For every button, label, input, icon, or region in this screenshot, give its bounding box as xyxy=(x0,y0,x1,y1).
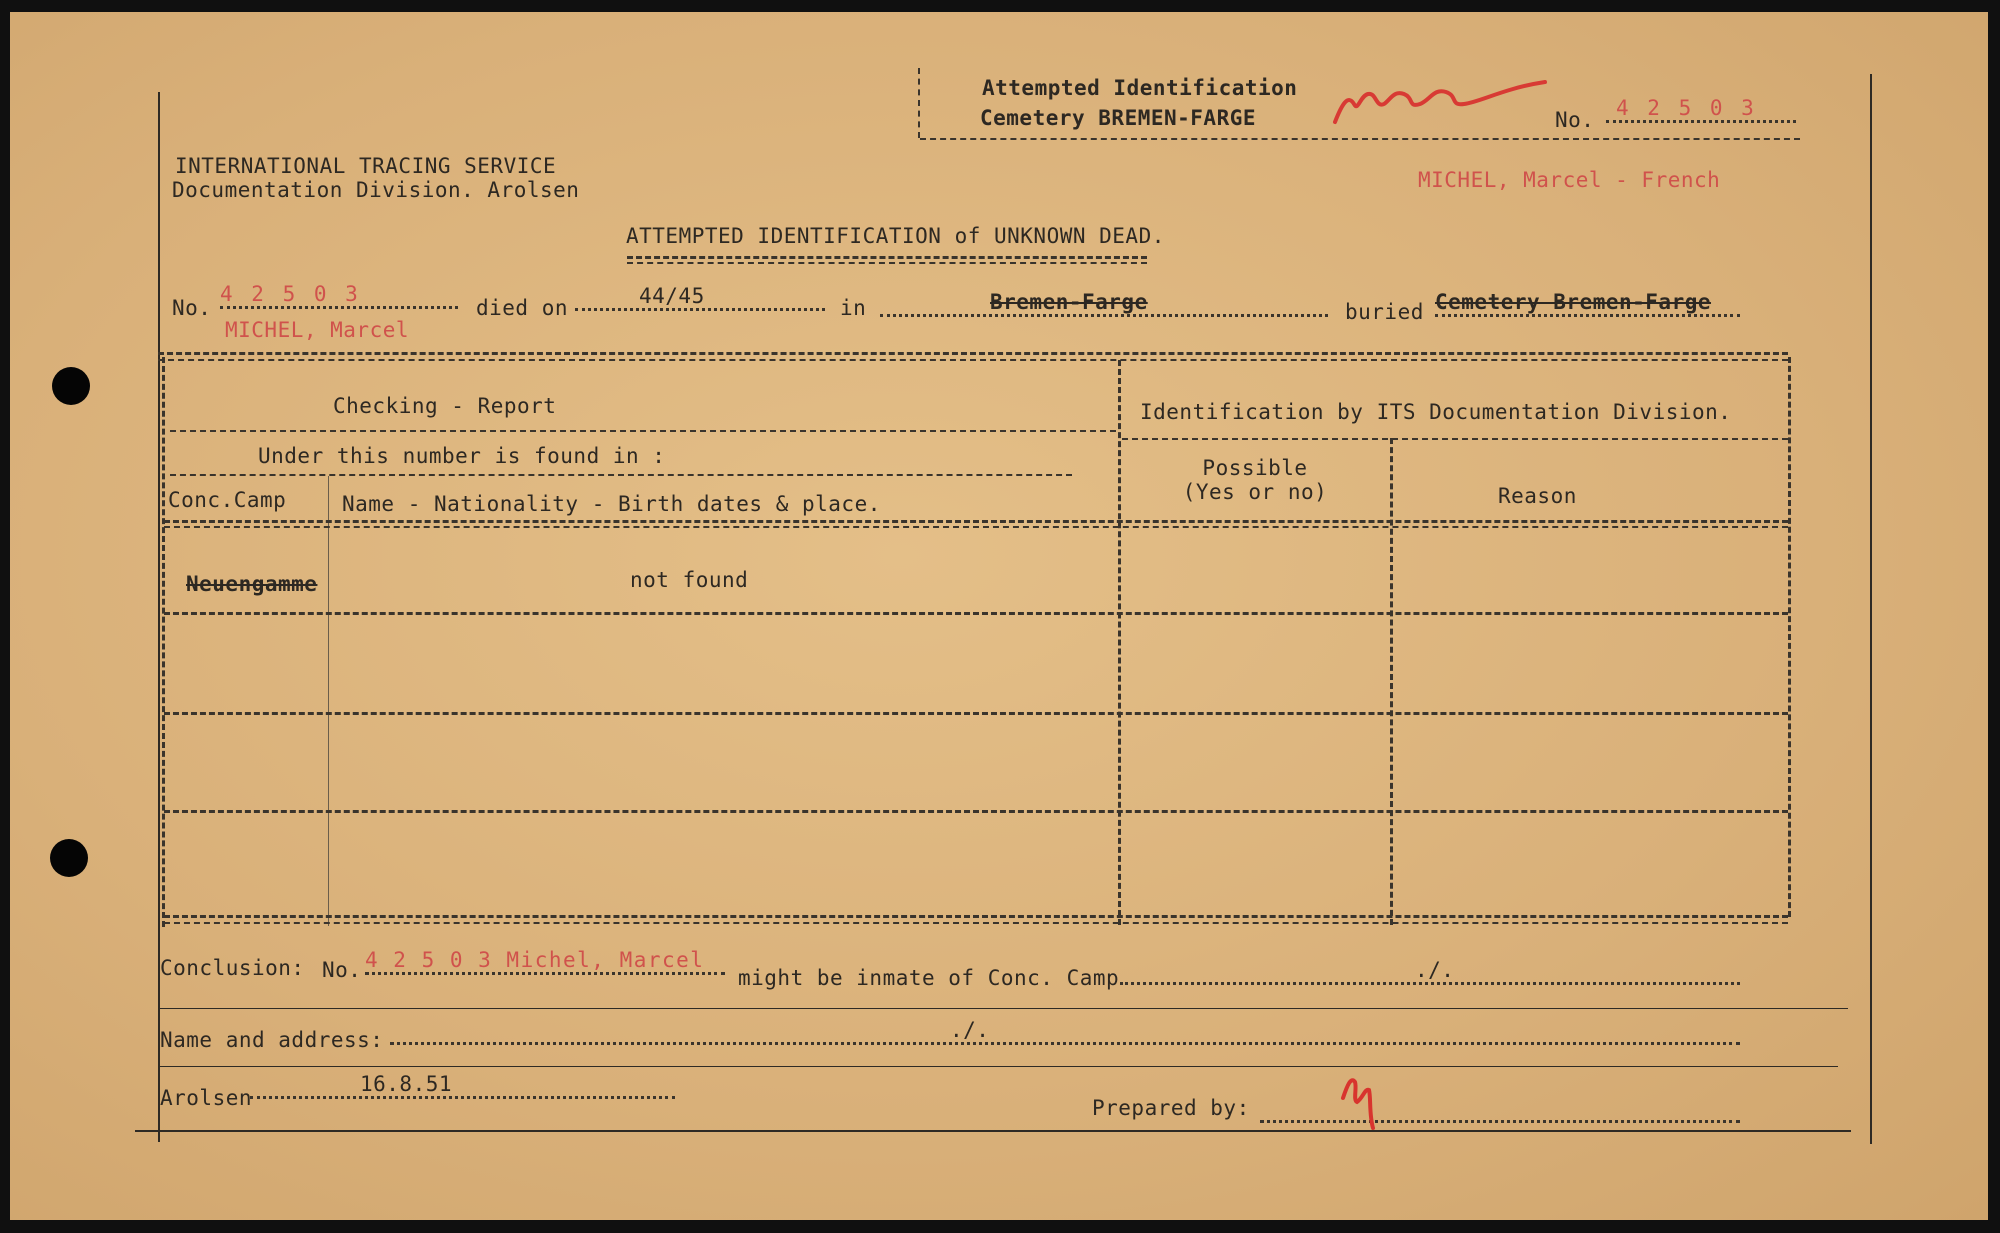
punch-hole-top xyxy=(52,367,90,405)
prepared-by-label: Prepared by: xyxy=(1092,1096,1250,1120)
row-separator-3 xyxy=(164,810,1788,813)
identification-header-underline xyxy=(1122,438,1788,440)
org-line1: INTERNATIONAL TRACING SERVICE xyxy=(175,154,557,178)
col-header-possible: Possible (Yes or no) xyxy=(1182,456,1328,504)
died-on-value: 44/45 xyxy=(575,284,825,311)
table-top-border xyxy=(158,352,1788,355)
table-left-border xyxy=(162,357,165,927)
under-number-underline xyxy=(170,474,1072,476)
footer-date-value: 16.8.51 xyxy=(250,1072,675,1099)
table-bottom-border-2 xyxy=(164,922,1788,924)
died-on-label: died on xyxy=(476,296,569,320)
header-box-bottom-border xyxy=(920,138,1800,140)
in-label: in xyxy=(840,296,867,320)
table-middle-divider xyxy=(1118,360,1121,925)
conclusion-no-value: 4 2 5 0 3 Michel, Marcel xyxy=(365,948,725,975)
checking-header-underline xyxy=(170,430,1116,432)
col-header-reason: Reason xyxy=(1498,484,1577,508)
row-separator-2 xyxy=(164,712,1788,715)
name-address-label: Name and address: xyxy=(160,1028,384,1052)
page-title: ATTEMPTED IDENTIFICATION of UNKNOWN DEAD. xyxy=(626,224,1165,248)
buried-label: buried xyxy=(1345,300,1424,324)
frame-bottom-border xyxy=(135,1130,1851,1132)
buried-value: Cemetery Bremen-Farge xyxy=(1435,290,1740,317)
col-header-camp: Conc.Camp xyxy=(168,488,287,512)
row-separator-1 xyxy=(164,612,1788,615)
conclusion-rule xyxy=(158,1008,1848,1009)
conclusion-might-be: might be inmate of Conc. Camp xyxy=(738,966,1120,990)
header-box-line1: Attempted Identification xyxy=(982,76,1298,100)
table-possible-reason-divider xyxy=(1390,438,1393,925)
header-box-left-border xyxy=(918,68,920,138)
header-separator-2 xyxy=(164,526,1788,528)
conclusion-label: Conclusion: xyxy=(160,956,305,980)
title-underline xyxy=(627,256,1147,259)
punch-hole-bottom xyxy=(50,839,88,877)
header-box-line2: Cemetery BREMEN-FARGE xyxy=(980,106,1257,130)
footer-place-label: Arolsen xyxy=(160,1086,253,1110)
under-number-text: Under this number is found in : xyxy=(258,444,666,468)
name-address-value: ./. xyxy=(390,1018,1740,1045)
header-box-no-value: 4 2 5 0 3 xyxy=(1606,96,1796,123)
prepared-by-value xyxy=(1260,1106,1740,1123)
checking-report-header: Checking - Report xyxy=(333,394,557,418)
table-bottom-border xyxy=(164,915,1788,918)
frame-right-border xyxy=(1870,74,1872,1144)
header-box-red-name: MICHEL, Marcel - French xyxy=(1418,168,1721,192)
record-name: MICHEL, Marcel xyxy=(225,318,410,342)
record-no-label: No. xyxy=(172,296,212,320)
table-top-border-2 xyxy=(158,359,1788,361)
conclusion-camp-value: ./. xyxy=(1120,958,1740,985)
name-address-rule xyxy=(158,1066,1838,1067)
in-value: Bremen-Farge xyxy=(880,290,1328,317)
table-row-1-camp: Neuengamme xyxy=(186,572,318,596)
frame-left-border xyxy=(158,92,160,1142)
header-box-no-label: No. xyxy=(1555,108,1595,132)
conclusion-no-label: No. xyxy=(322,958,362,982)
handwritten-none-scribble xyxy=(1330,74,1570,134)
identification-header: Identification by ITS Documentation Division. xyxy=(1140,400,1732,424)
record-no-value: 4 2 5 0 3 xyxy=(220,282,458,309)
table-camp-name-divider xyxy=(328,476,329,926)
org-line2: Documentation Division. Arolsen xyxy=(172,178,580,202)
title-underline-2 xyxy=(627,262,1147,264)
table-row-1-name: not found xyxy=(630,568,749,592)
handwritten-initial-signature xyxy=(1335,1068,1395,1138)
index-card xyxy=(10,12,1988,1220)
header-separator xyxy=(164,520,1788,523)
col-header-name: Name - Nationality - Birth dates & place. xyxy=(342,492,881,516)
table-right-border xyxy=(1788,357,1791,917)
